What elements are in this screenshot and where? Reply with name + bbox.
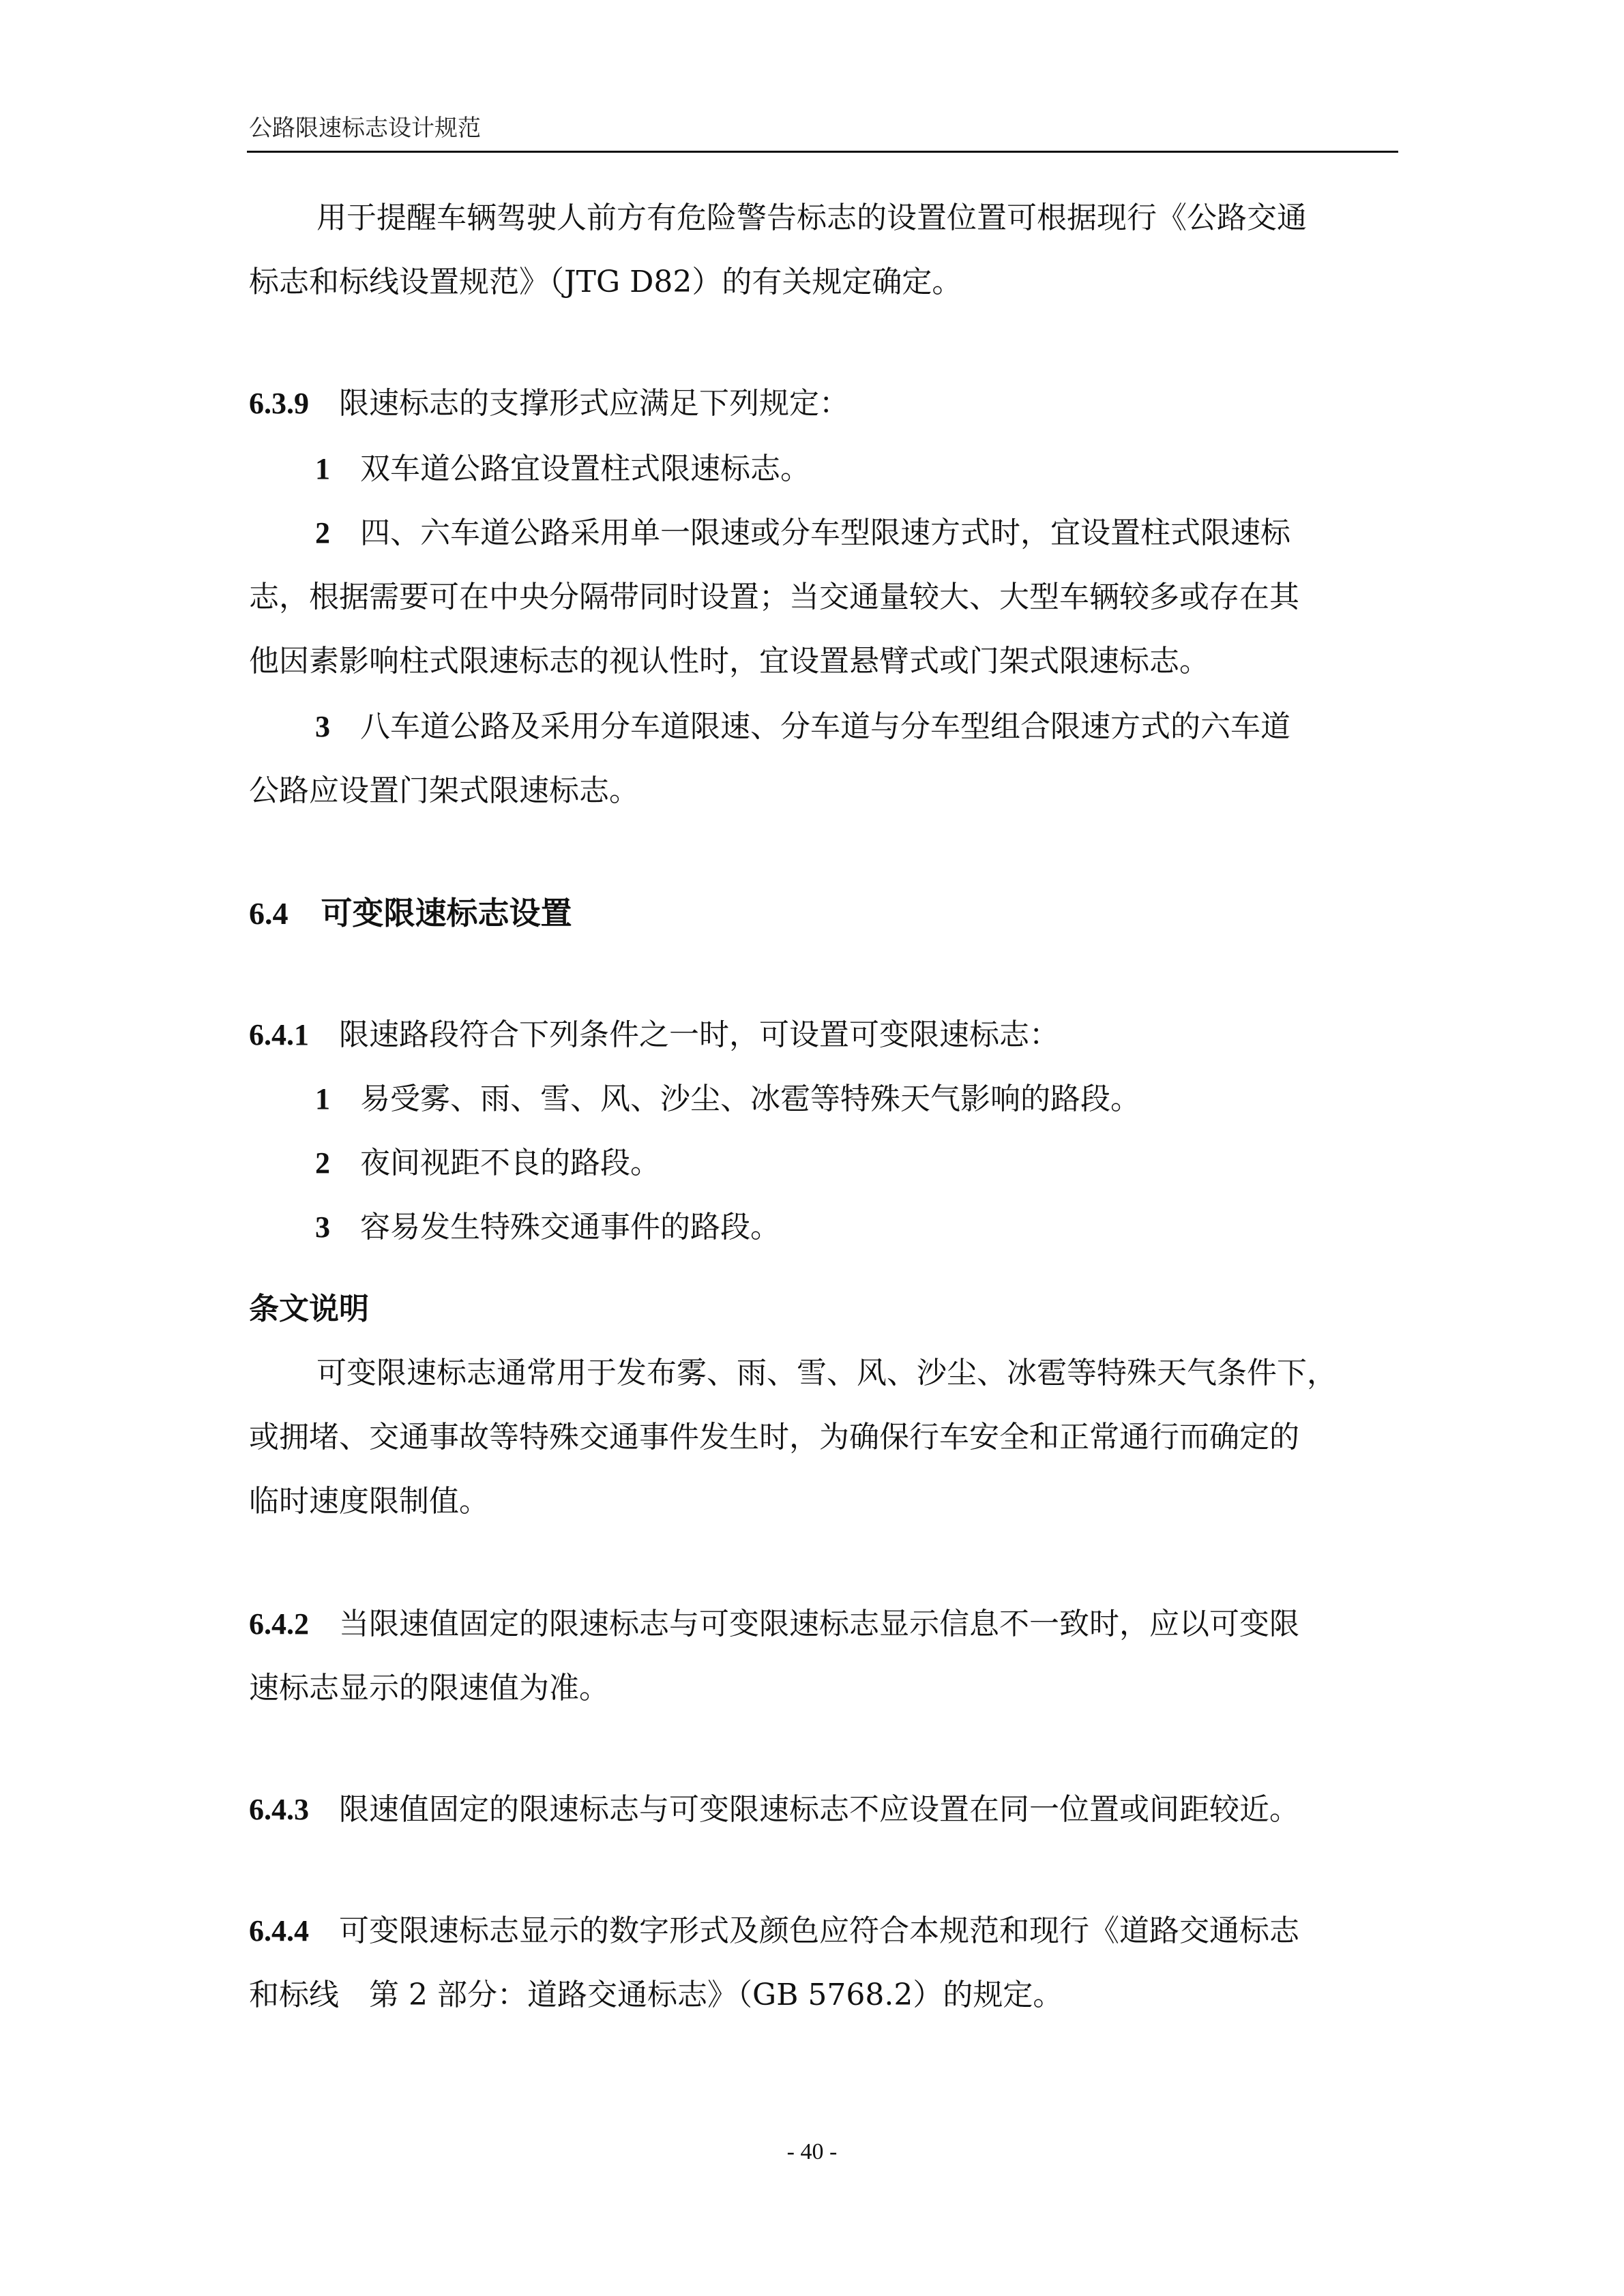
clause-6-3-9-item-2-line-3: 他因素影响柱式限速标志的视认性时，宜设置悬臂式或门架式限速标志。 [249, 644, 1209, 679]
explanation-line-1: 可变限速标志通常用于发布雾、雨、雪、风、沙尘、冰雹等特殊天气条件下， [316, 1356, 1337, 1390]
item-number: 1 [315, 1082, 330, 1116]
item-number: 2 [315, 1146, 330, 1180]
clause-6-4-2 [249, 1605, 1299, 1643]
clause-number: 6.3.9 [249, 387, 309, 420]
section-number: 6.4 [249, 896, 289, 931]
clause-6-4-1-item-1 [315, 1080, 1140, 1118]
section-title: 可变限速标志设置 [321, 895, 572, 931]
clause-number: 6.4.4 [249, 1914, 309, 1948]
clause-6-3-9-item-3 [315, 708, 1290, 746]
clause-6-3-9-item-2 [315, 514, 1290, 552]
clause-text: 限速值固定的限速标志与可变限速标志不应设置在同一位置或间距较近。 [339, 1792, 1299, 1827]
clause-6-4-4 [249, 1912, 1299, 1950]
item-number: 2 [315, 516, 330, 550]
clause-number: 6.4.2 [249, 1607, 309, 1641]
clause-6-4-3 [249, 1791, 1299, 1829]
clause-6-4-1-item-3 [315, 1208, 780, 1247]
item-text: 八车道公路及采用分车道限速、分车道与分车型组合限速方式的六车道 [360, 709, 1290, 744]
clause-number: 6.4.3 [249, 1793, 309, 1826]
item-number: 3 [315, 710, 330, 743]
clause-text: 当限速值固定的限速标志与可变限速标志显示信息不一致时，应以可变限 [339, 1607, 1299, 1641]
item-number: 3 [315, 1210, 330, 1244]
clause-6-3-9-item-2-line-2: 志，根据需要可在中央分隔带同时设置；当交通量较大、大型车辆较多或存在其 [249, 580, 1299, 614]
item-text: 双车道公路宜设置柱式限速标志。 [360, 451, 810, 486]
clause-number: 6.4.1 [249, 1018, 309, 1052]
explanation-title: 条文说明 [249, 1292, 369, 1326]
intro-line-2: 标志和标线设置规范》（JTG D82）的有关规定确定。 [249, 265, 962, 299]
clause-text: 限速标志的支撑形式应满足下列规定： [339, 386, 849, 421]
header-rule [247, 151, 1398, 153]
item-text: 容易发生特殊交通事件的路段。 [360, 1210, 780, 1244]
item-text: 夜间视距不良的路段。 [360, 1146, 660, 1180]
clause-6-4-4-line-2: 和标线 第 2 部分：道路交通标志》（GB 5768.2）的规定。 [249, 1978, 1063, 2012]
explanation-line-2: 或拥堵、交通事故等特殊交通事件发生时，为确保行车安全和正常通行而确定的 [249, 1420, 1299, 1455]
intro-line-1: 用于提醒车辆驾驶人前方有危险警告标志的设置位置可根据现行《公路交通 [316, 200, 1307, 235]
item-text: 易受雾、雨、雪、风、沙尘、冰雹等特殊天气影响的路段。 [360, 1082, 1140, 1116]
clause-6-3-9 [249, 385, 849, 423]
clause-6-4-1-item-2 [315, 1144, 660, 1182]
clause-6-4-2-line-2: 速标志显示的限速值为准。 [249, 1671, 609, 1705]
section-6-4-heading [249, 893, 572, 934]
item-text: 四、六车道公路采用单一限速或分车型限速方式时，宜设置柱式限速标 [360, 516, 1290, 550]
clause-6-3-9-item-3-line-2: 公路应设置门架式限速标志。 [249, 773, 639, 808]
item-number: 1 [315, 452, 330, 486]
running-header-title: 公路限速标志设计规范 [249, 115, 481, 142]
clause-6-3-9-item-1 [315, 450, 810, 488]
clause-text: 可变限速标志显示的数字形式及颜色应符合本规范和现行《道路交通标志 [339, 1913, 1299, 1948]
clause-text: 限速路段符合下列条件之一时，可设置可变限速标志： [339, 1017, 1059, 1052]
page-number: - 40 - [786, 2139, 838, 2164]
clause-6-4-1 [249, 1016, 1059, 1054]
explanation-line-3: 临时速度限制值。 [249, 1484, 489, 1519]
